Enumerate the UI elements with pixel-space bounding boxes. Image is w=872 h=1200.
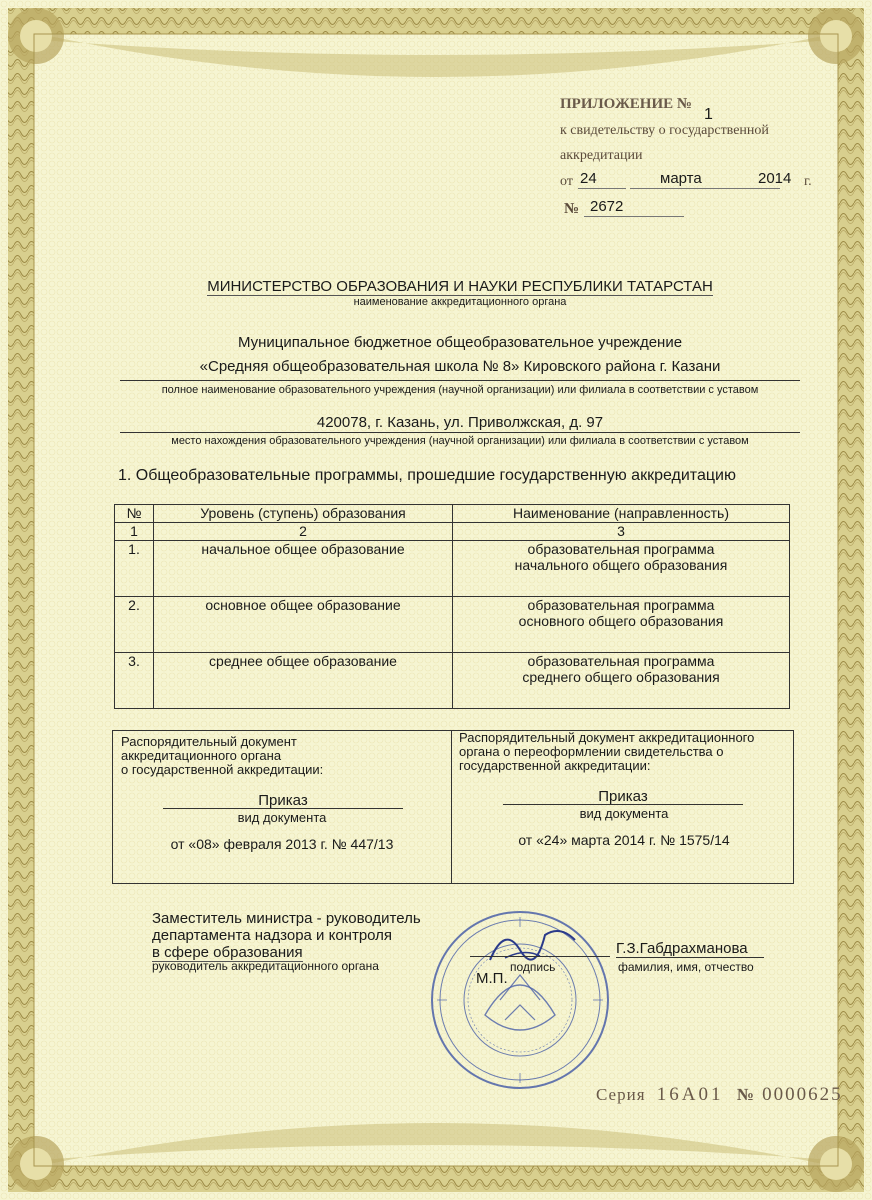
signatory-caption: руководитель аккредитационного органа <box>152 959 379 973</box>
section-title: 1. Общеобразовательные программы, прошедшие государственную аккредитацию <box>118 467 736 484</box>
date-day: 24 <box>580 170 597 187</box>
column-number: 1 <box>115 523 154 541</box>
programs-table <box>114 504 790 709</box>
row-num: 1. <box>115 541 154 597</box>
appendix-line2: аккредитации <box>560 148 643 163</box>
address-caption: место нахождения образовательного учреждения (научной организации) или филиала в соответствии с уставом <box>171 435 749 447</box>
right-doc-type: Приказ <box>503 790 743 805</box>
header-level: Уровень (ступень) образования <box>154 505 453 523</box>
signature-caption: подпись <box>510 960 556 974</box>
appendix-number: 1 <box>704 106 713 123</box>
column-number: 2 <box>154 523 453 541</box>
row-name: образовательная программа среднего общего образования <box>453 653 790 709</box>
appendix-title: ПРИЛОЖЕНИЕ № <box>560 96 692 112</box>
table-row <box>115 597 790 653</box>
appendix-cert-number: № 2672 <box>560 198 690 220</box>
row-level: основное общее образование <box>154 597 453 653</box>
header-num: № <box>115 505 154 523</box>
institution-caption: полное наименование образовательного учреждения (научной организации) или филиала в соответствии с уставом <box>161 384 759 396</box>
left-doc-type: Приказ <box>163 794 403 809</box>
row-name: образовательная программа начального общего образования <box>453 541 790 597</box>
stamp-label: М.П. <box>476 970 508 987</box>
date-year: 2014 <box>758 170 792 187</box>
series-number: 0000625 <box>762 1084 843 1105</box>
authority-caption: наименование аккредитационного органа <box>353 296 567 308</box>
series-value: 16А01 <box>656 1084 724 1105</box>
row-name: образовательная программа основного общего образования <box>453 597 790 653</box>
row-num: 3. <box>115 653 154 709</box>
row-level: среднее общее образование <box>154 653 453 709</box>
right-doc-ref: от «24» марта 2014 г. № 1575/14 <box>518 832 730 848</box>
institution-address: 420078, г. Казань, ул. Приволжская, д. 97 <box>316 414 604 431</box>
series-block: Серия 16А01 № 0000625 <box>596 1084 843 1105</box>
institution-line1: Муниципальное бюджетное общеобразовательное учреждение <box>237 334 683 351</box>
table-row <box>115 541 790 597</box>
signatory-title: Заместитель министра - руководитель департамента надзора и контроля в сфере образования <box>152 910 421 961</box>
signatory-name: Г.З.Габдрахманова <box>616 940 764 958</box>
appendix-line1: к свидетельству о государственной <box>560 123 769 138</box>
row-num: 2. <box>115 597 154 653</box>
row-level: начальное общее образование <box>154 541 453 597</box>
name-caption: фамилия, имя, отчество <box>618 960 754 974</box>
authority-name: МИНИСТЕРСТВО ОБРАЗОВАНИЯ И НАУКИ РЕСПУБЛИКИ ТАТАРСТАН <box>207 278 713 295</box>
left-doc-ref: от «08» февраля 2013 г. № 447/13 <box>170 836 394 852</box>
left-document: Распорядительный документ аккредитационного органа о государственной аккредитации: Приказ вид документа от «08» февраля 2013 г. № 447/13 <box>121 731 443 883</box>
institution-line2: «Средняя общеобразовательная школа № 8» Кировского района г. Казани <box>199 358 721 375</box>
column-number: 3 <box>453 523 790 541</box>
appendix-date: от 24 марта 2014 г. <box>560 170 812 189</box>
table-row <box>115 653 790 709</box>
header-name: Наименование (направленность) <box>453 505 790 523</box>
date-month: марта <box>660 170 702 187</box>
documents-box <box>112 730 794 884</box>
right-document: Распорядительный документ аккредитационного органа о переоформлении свидетельства о государственной аккредитации: Приказ вид документа от «24» марта 2014 г. № 1575/14 <box>459 731 789 883</box>
